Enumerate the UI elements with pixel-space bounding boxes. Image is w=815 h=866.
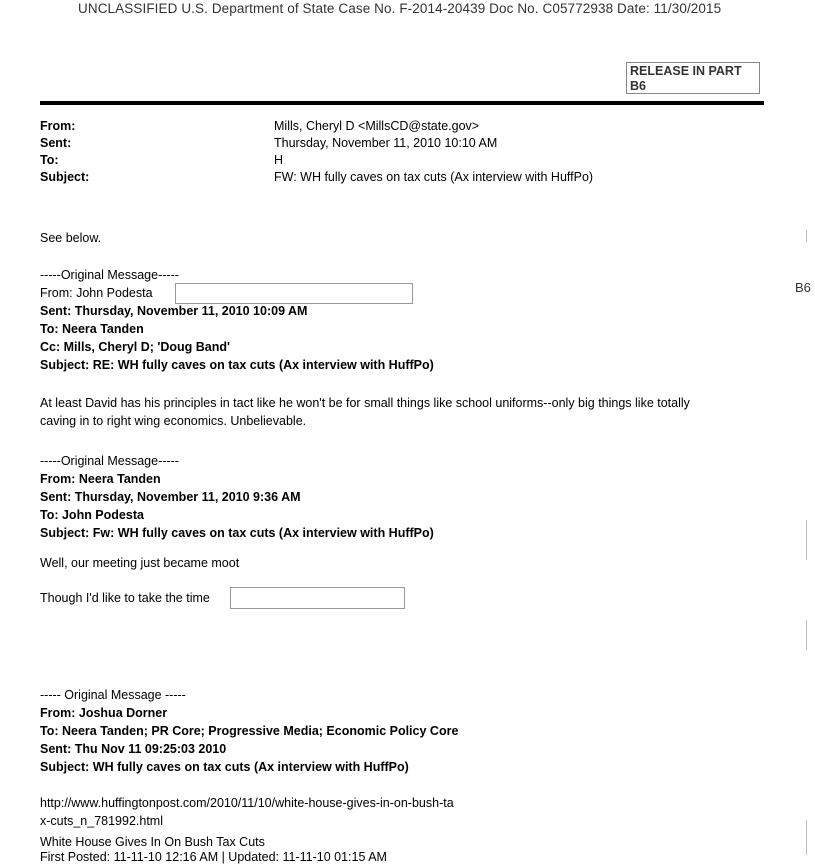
subject-value: FW: WH fully caves on tax cuts (Ax interview with HuffPo) [274,170,594,184]
to-label: To: [40,153,59,167]
release-label: RELEASE IN PART [630,64,742,78]
orig1-text-line2: caving in to right wing economics. Unbelievable. [40,414,307,428]
orig2-to: To: John Podesta [40,508,144,522]
orig3-from: From: Joshua Dorner [40,706,168,720]
orig1-cc: Cc: Mills, Cheryl D; 'Doug Band' [40,340,230,354]
redaction-box [230,587,405,609]
release-code: B6 [630,79,646,93]
scan-mark [806,820,807,855]
orig3-sent: Sent: Thu Nov 11 09:25:03 2010 [40,742,227,756]
orig3-url-line1: http://www.huffingtonpost.com/2010/11/10/white-house-gives-in-on-bush-ta [40,796,454,810]
sent-value: Thursday, November 11, 2010 10:10 AM [274,136,498,150]
orig2-text1: Well, our meeting just became moot [40,556,240,570]
orig3-subject: Subject: WH fully caves on tax cuts (Ax interview with HuffPo) [40,760,409,774]
orig2-subject: Subject: Fw: WH fully caves on tax cuts (Ax interview with HuffPo) [40,526,434,540]
to-value: H [274,153,284,167]
orig3-to: To: Neera Tanden; PR Core; Progressive Media; Economic Policy Core [40,724,459,738]
orig3-marker: ----- Original Message ----- [40,688,186,702]
orig3-url-line2: x-cuts_n_781992.html [40,814,163,828]
orig2-marker: -----Original Message----- [40,454,179,468]
intro-text: See below. [40,231,102,245]
sent-label: Sent: [40,136,72,150]
subject-label: Subject: [40,170,90,184]
redaction-box [175,283,413,304]
orig2-from: From: Neera Tanden [40,472,161,486]
document-header: UNCLASSIFIED U.S. Department of State Case No. F-2014-20439 Doc No. C05772938 Date: 11/30/2015 [78,1,722,16]
orig1-sent: Sent: Thursday, November 11, 2010 10:09 AM [40,304,308,318]
orig1-from: From: John Podesta [40,286,153,300]
orig1-to: To: Neera Tanden [40,322,144,336]
orig1-subject: Subject: RE: WH fully caves on tax cuts (Ax interview with HuffPo) [40,358,434,372]
release-stamp [626,62,760,94]
orig2-text2: Though I'd like to take the time [40,591,210,605]
orig1-text-line1: At least David has his principles in tact like he won't be for small things like school uniforms--only big things like totally [40,396,690,410]
article-posted: First Posted: 11-11-10 12:16 AM | Updated: 11-11-10 01:15 AM [40,850,387,864]
from-label: From: [40,119,76,133]
article-title: White House Gives In On Bush Tax Cuts [40,835,265,849]
redaction-code: B6 [795,280,811,295]
scan-mark [806,520,807,560]
header-rule [40,101,764,105]
from-value: Mills, Cheryl D <MillsCD@state.gov> [274,119,480,133]
scan-mark [806,620,807,650]
orig1-marker: -----Original Message----- [40,268,179,282]
orig2-sent: Sent: Thursday, November 11, 2010 9:36 AM [40,490,301,504]
scan-mark [806,230,807,242]
